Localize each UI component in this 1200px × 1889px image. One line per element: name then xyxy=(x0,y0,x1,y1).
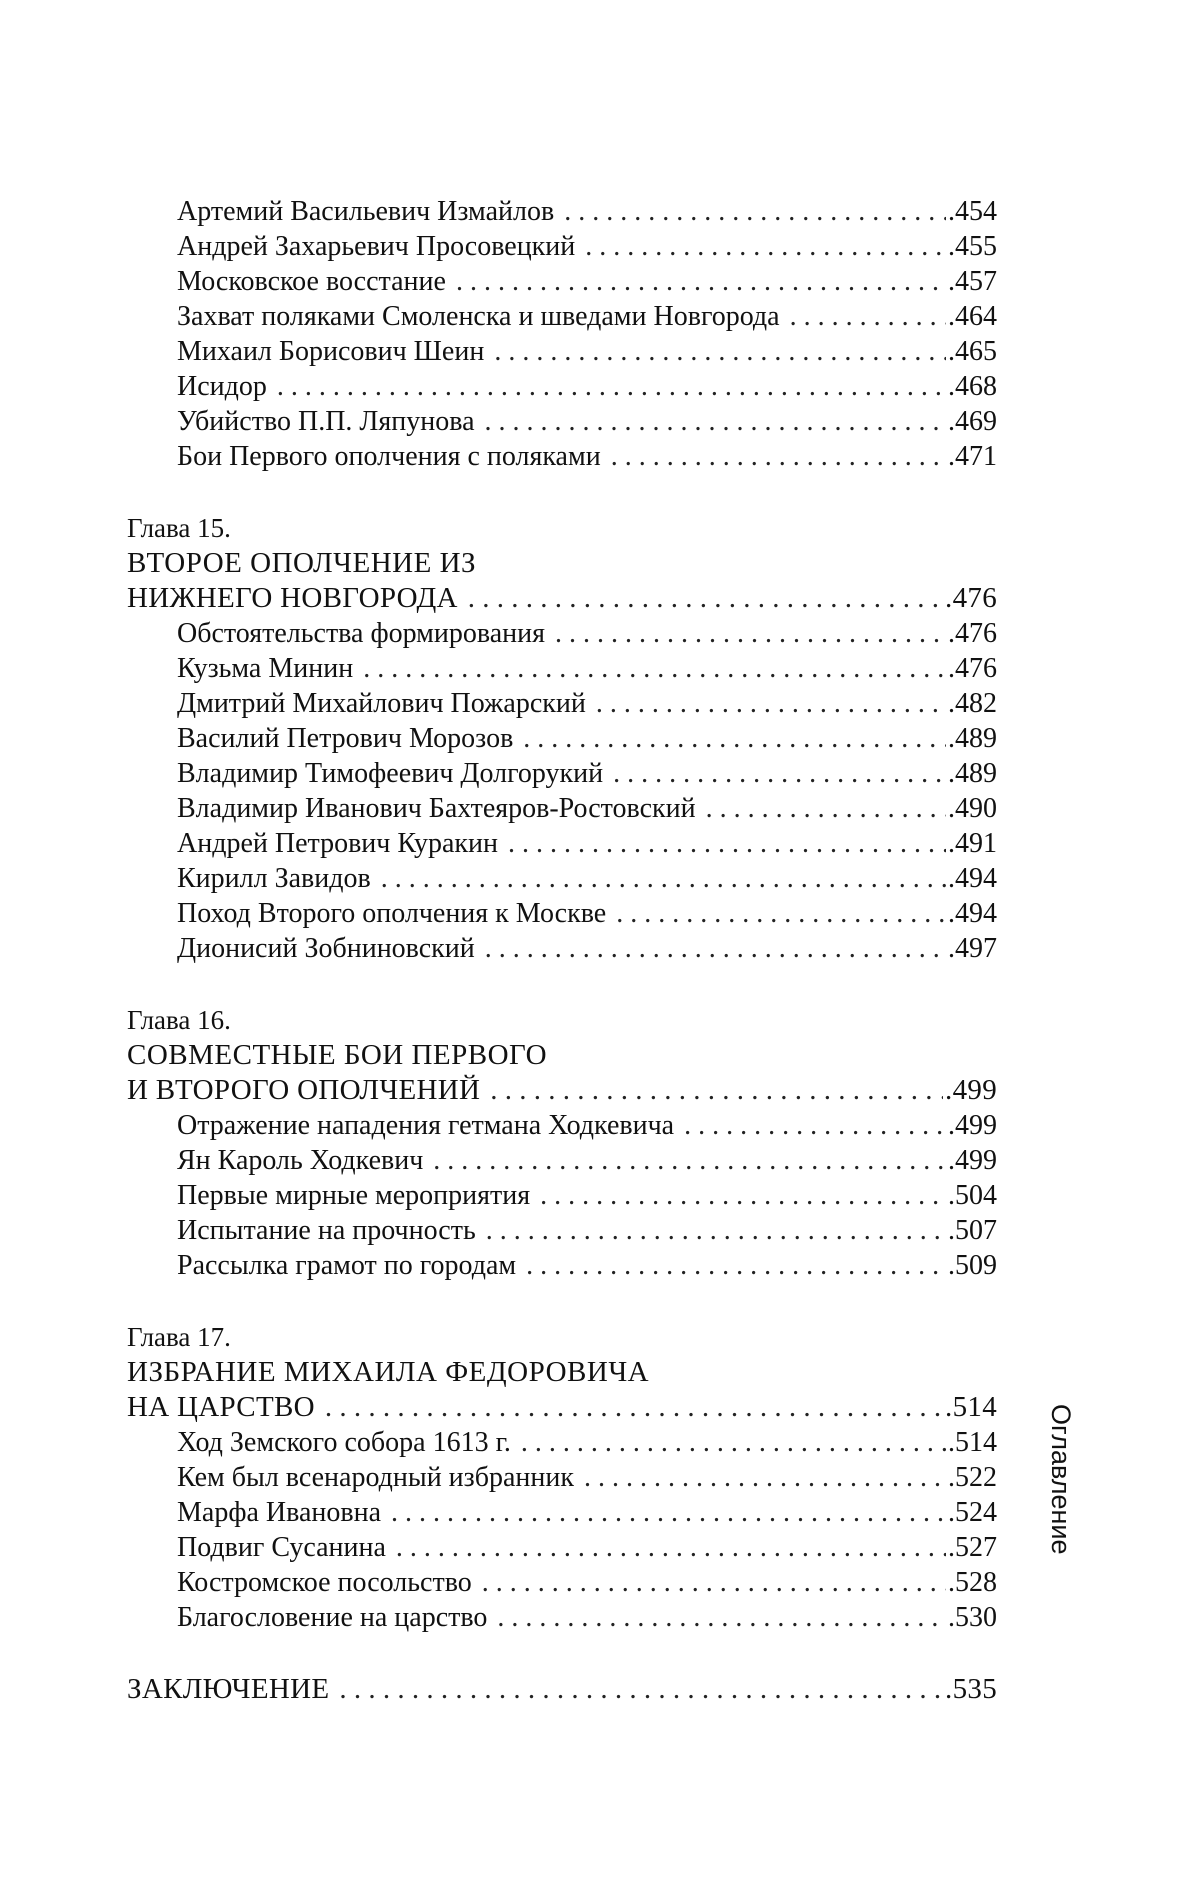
dot-leader xyxy=(363,651,946,686)
dot-leader xyxy=(523,721,946,756)
toc-entry xyxy=(127,931,997,966)
toc-entry xyxy=(127,1425,997,1460)
intro-entries xyxy=(127,194,997,474)
dot-leader xyxy=(456,264,946,299)
entry-title: Кирилл Завидов xyxy=(177,863,371,894)
chapter-title-line: ИЗБРАНИЕ МИХАИЛА ФЕДОРОВИЧА xyxy=(127,1356,650,1388)
entry-title: Дмитрий Михайлович Пожарский xyxy=(177,688,586,719)
conclusion-entry xyxy=(127,1672,997,1707)
dot-leader xyxy=(490,1073,943,1108)
dot-leader xyxy=(521,1425,946,1460)
entry-page: .494 xyxy=(948,863,997,894)
dot-leader xyxy=(396,1530,946,1565)
entry-page: .509 xyxy=(948,1250,997,1281)
conclusion-title: ЗАКЛЮЧЕНИЕ xyxy=(127,1673,330,1705)
entry-page: .504 xyxy=(948,1180,997,1211)
entry-page: .530 xyxy=(948,1602,997,1633)
chapter-page: .514 xyxy=(945,1391,997,1423)
dot-leader xyxy=(596,686,946,721)
dot-leader xyxy=(508,826,946,861)
dot-leader xyxy=(555,616,946,651)
entry-title: Костромское посольство xyxy=(177,1567,472,1598)
side-label: Оглавление xyxy=(1046,1404,1076,1555)
entry-page: .527 xyxy=(948,1532,997,1563)
entry-title: Владимир Иванович Бахтеяров-Ростовский xyxy=(177,793,696,824)
dot-leader xyxy=(540,1178,946,1213)
entry-title: Поход Второго ополчения к Москве xyxy=(177,898,607,929)
dot-leader xyxy=(339,1672,943,1707)
entry-page: .528 xyxy=(948,1567,997,1598)
chapter-number: Глава 16. xyxy=(127,1005,231,1035)
entry-page: .494 xyxy=(948,898,997,929)
chapter-17 xyxy=(127,1320,997,1635)
entry-page: .455 xyxy=(948,231,997,262)
dot-leader xyxy=(616,896,946,931)
toc-entry xyxy=(127,1178,997,1213)
entry-title: Артемий Васильевич Измайлов xyxy=(177,196,555,227)
toc-entry xyxy=(127,616,997,651)
entry-title: Владимир Тимофеевич Долгорукий xyxy=(177,758,604,789)
entry-page: .491 xyxy=(948,828,997,859)
chapter-title-line: СОВМЕСТНЫЕ БОИ ПЕРВОГО xyxy=(127,1039,548,1071)
entry-title: Василий Петрович Морозов xyxy=(177,723,514,754)
entry-title: Обстоятельства формирования xyxy=(177,618,546,649)
entry-title: Михаил Борисович Шеин xyxy=(177,336,485,367)
toc-entry xyxy=(127,334,997,369)
toc-entry xyxy=(127,1248,997,1283)
toc-entry xyxy=(127,756,997,791)
chapter-15 xyxy=(127,511,997,966)
entry-title: Рассылка грамот по городам xyxy=(177,1250,517,1281)
entry-page: .476 xyxy=(948,653,997,684)
toc-entry xyxy=(127,791,997,826)
toc-entry xyxy=(127,826,997,861)
toc-entry xyxy=(127,1565,997,1600)
dot-leader xyxy=(494,334,946,369)
toc-entry xyxy=(127,299,997,334)
toc-entry xyxy=(127,439,997,474)
dot-leader xyxy=(585,229,946,264)
entry-page: .476 xyxy=(948,618,997,649)
entry-page: .465 xyxy=(948,336,997,367)
chapter-heading-row xyxy=(127,1073,997,1108)
entry-page: .507 xyxy=(948,1215,997,1246)
entry-title: Марфа Ивановна xyxy=(177,1497,382,1528)
chapter-heading-row xyxy=(127,1390,997,1425)
toc-entry xyxy=(127,194,997,229)
chapter-number: Глава 17. xyxy=(127,1322,231,1352)
dot-leader xyxy=(485,404,946,439)
entry-title: Отражение нападения гетмана Ходкевича xyxy=(177,1110,675,1141)
dot-leader xyxy=(564,194,946,229)
chapter-page: .476 xyxy=(945,582,997,614)
entry-page: .514 xyxy=(948,1427,997,1458)
entry-title: Подвиг Сусанина xyxy=(177,1532,386,1563)
entry-page: .497 xyxy=(948,933,997,964)
toc-entry xyxy=(127,404,997,439)
entry-page: .524 xyxy=(948,1497,997,1528)
entry-title: Андрей Петрович Куракин xyxy=(177,828,498,859)
chapter-16 xyxy=(127,1003,997,1283)
toc-entry xyxy=(127,1143,997,1178)
entry-page: .469 xyxy=(948,406,997,437)
chapter-heading-row xyxy=(127,581,997,616)
entry-page: .454 xyxy=(948,196,997,227)
dot-leader xyxy=(790,299,946,334)
entry-title: Благословение на царство xyxy=(177,1602,488,1633)
entry-title: Московское восстание xyxy=(177,266,446,297)
entry-title: Исидор xyxy=(177,371,267,402)
table-of-contents xyxy=(127,194,997,1707)
toc-entry xyxy=(127,1600,997,1635)
dot-leader xyxy=(526,1248,946,1283)
entry-page: .457 xyxy=(948,266,997,297)
entry-page: .468 xyxy=(948,371,997,402)
toc-entry xyxy=(127,721,997,756)
dot-leader xyxy=(468,581,943,616)
chapter-page: .499 xyxy=(945,1074,997,1106)
entry-title: Ян Кароль Ходкевич xyxy=(177,1145,424,1176)
entry-title: Кем был всенародный избранник xyxy=(177,1462,574,1493)
dot-leader xyxy=(684,1108,946,1143)
conclusion-page: .535 xyxy=(945,1673,997,1705)
chapter-title-line: ВТОРОЕ ОПОЛЧЕНИЕ ИЗ xyxy=(127,547,477,579)
toc-entry xyxy=(127,229,997,264)
entry-title: Бои Первого ополчения с поляками xyxy=(177,441,601,472)
toc-entry xyxy=(127,861,997,896)
entry-page: .522 xyxy=(948,1462,997,1493)
toc-entry xyxy=(127,1530,997,1565)
entry-page: .471 xyxy=(948,441,997,472)
toc-entry xyxy=(127,686,997,721)
dot-leader xyxy=(433,1143,946,1178)
chapter-title-line: НА ЦАРСТВО xyxy=(127,1391,315,1423)
entry-title: Дионисий Зобниновский xyxy=(177,933,475,964)
entry-page: .464 xyxy=(948,301,997,332)
side-running-header xyxy=(1040,1404,1080,1604)
chapter-title-line: НИЖНЕГО НОВГОРОДА xyxy=(127,582,458,614)
dot-leader xyxy=(497,1600,946,1635)
chapter-number: Глава 15. xyxy=(127,513,231,543)
chapter-title-line: И ВТОРОГО ОПОЛЧЕНИЙ xyxy=(127,1074,481,1106)
dot-leader xyxy=(325,1390,943,1425)
dot-leader xyxy=(613,756,946,791)
dot-leader xyxy=(706,791,946,826)
entry-title: Убийство П.П. Ляпунова xyxy=(177,406,475,437)
toc-entry xyxy=(127,651,997,686)
toc-entry xyxy=(127,264,997,299)
dot-leader xyxy=(584,1460,946,1495)
entry-title: Испытание на прочность xyxy=(177,1215,476,1246)
entry-page: .499 xyxy=(948,1145,997,1176)
entry-page: .490 xyxy=(948,793,997,824)
entry-page: .489 xyxy=(948,723,997,754)
toc-entry xyxy=(127,1108,997,1143)
entry-page: .499 xyxy=(948,1110,997,1141)
toc-entry xyxy=(127,369,997,404)
toc-entry xyxy=(127,1213,997,1248)
toc-entry xyxy=(127,1460,997,1495)
dot-leader xyxy=(391,1495,946,1530)
dot-leader xyxy=(381,861,946,896)
dot-leader xyxy=(277,369,946,404)
entry-title: Андрей Захарьевич Просовецкий xyxy=(177,231,576,262)
entry-page: .482 xyxy=(948,688,997,719)
toc-entry xyxy=(127,1495,997,1530)
entry-page: .489 xyxy=(948,758,997,789)
entry-title: Захват поляками Смоленска и шведами Новгорода xyxy=(177,301,780,332)
toc-entry xyxy=(127,896,997,931)
entry-title: Кузьма Минин xyxy=(177,653,354,684)
entry-title: Ход Земского собора 1613 г. xyxy=(177,1427,511,1458)
dot-leader xyxy=(486,1213,946,1248)
entry-title: Первые мирные мероприятия xyxy=(177,1180,531,1211)
dot-leader xyxy=(611,439,946,474)
dot-leader xyxy=(482,1565,946,1600)
dot-leader xyxy=(485,931,946,966)
